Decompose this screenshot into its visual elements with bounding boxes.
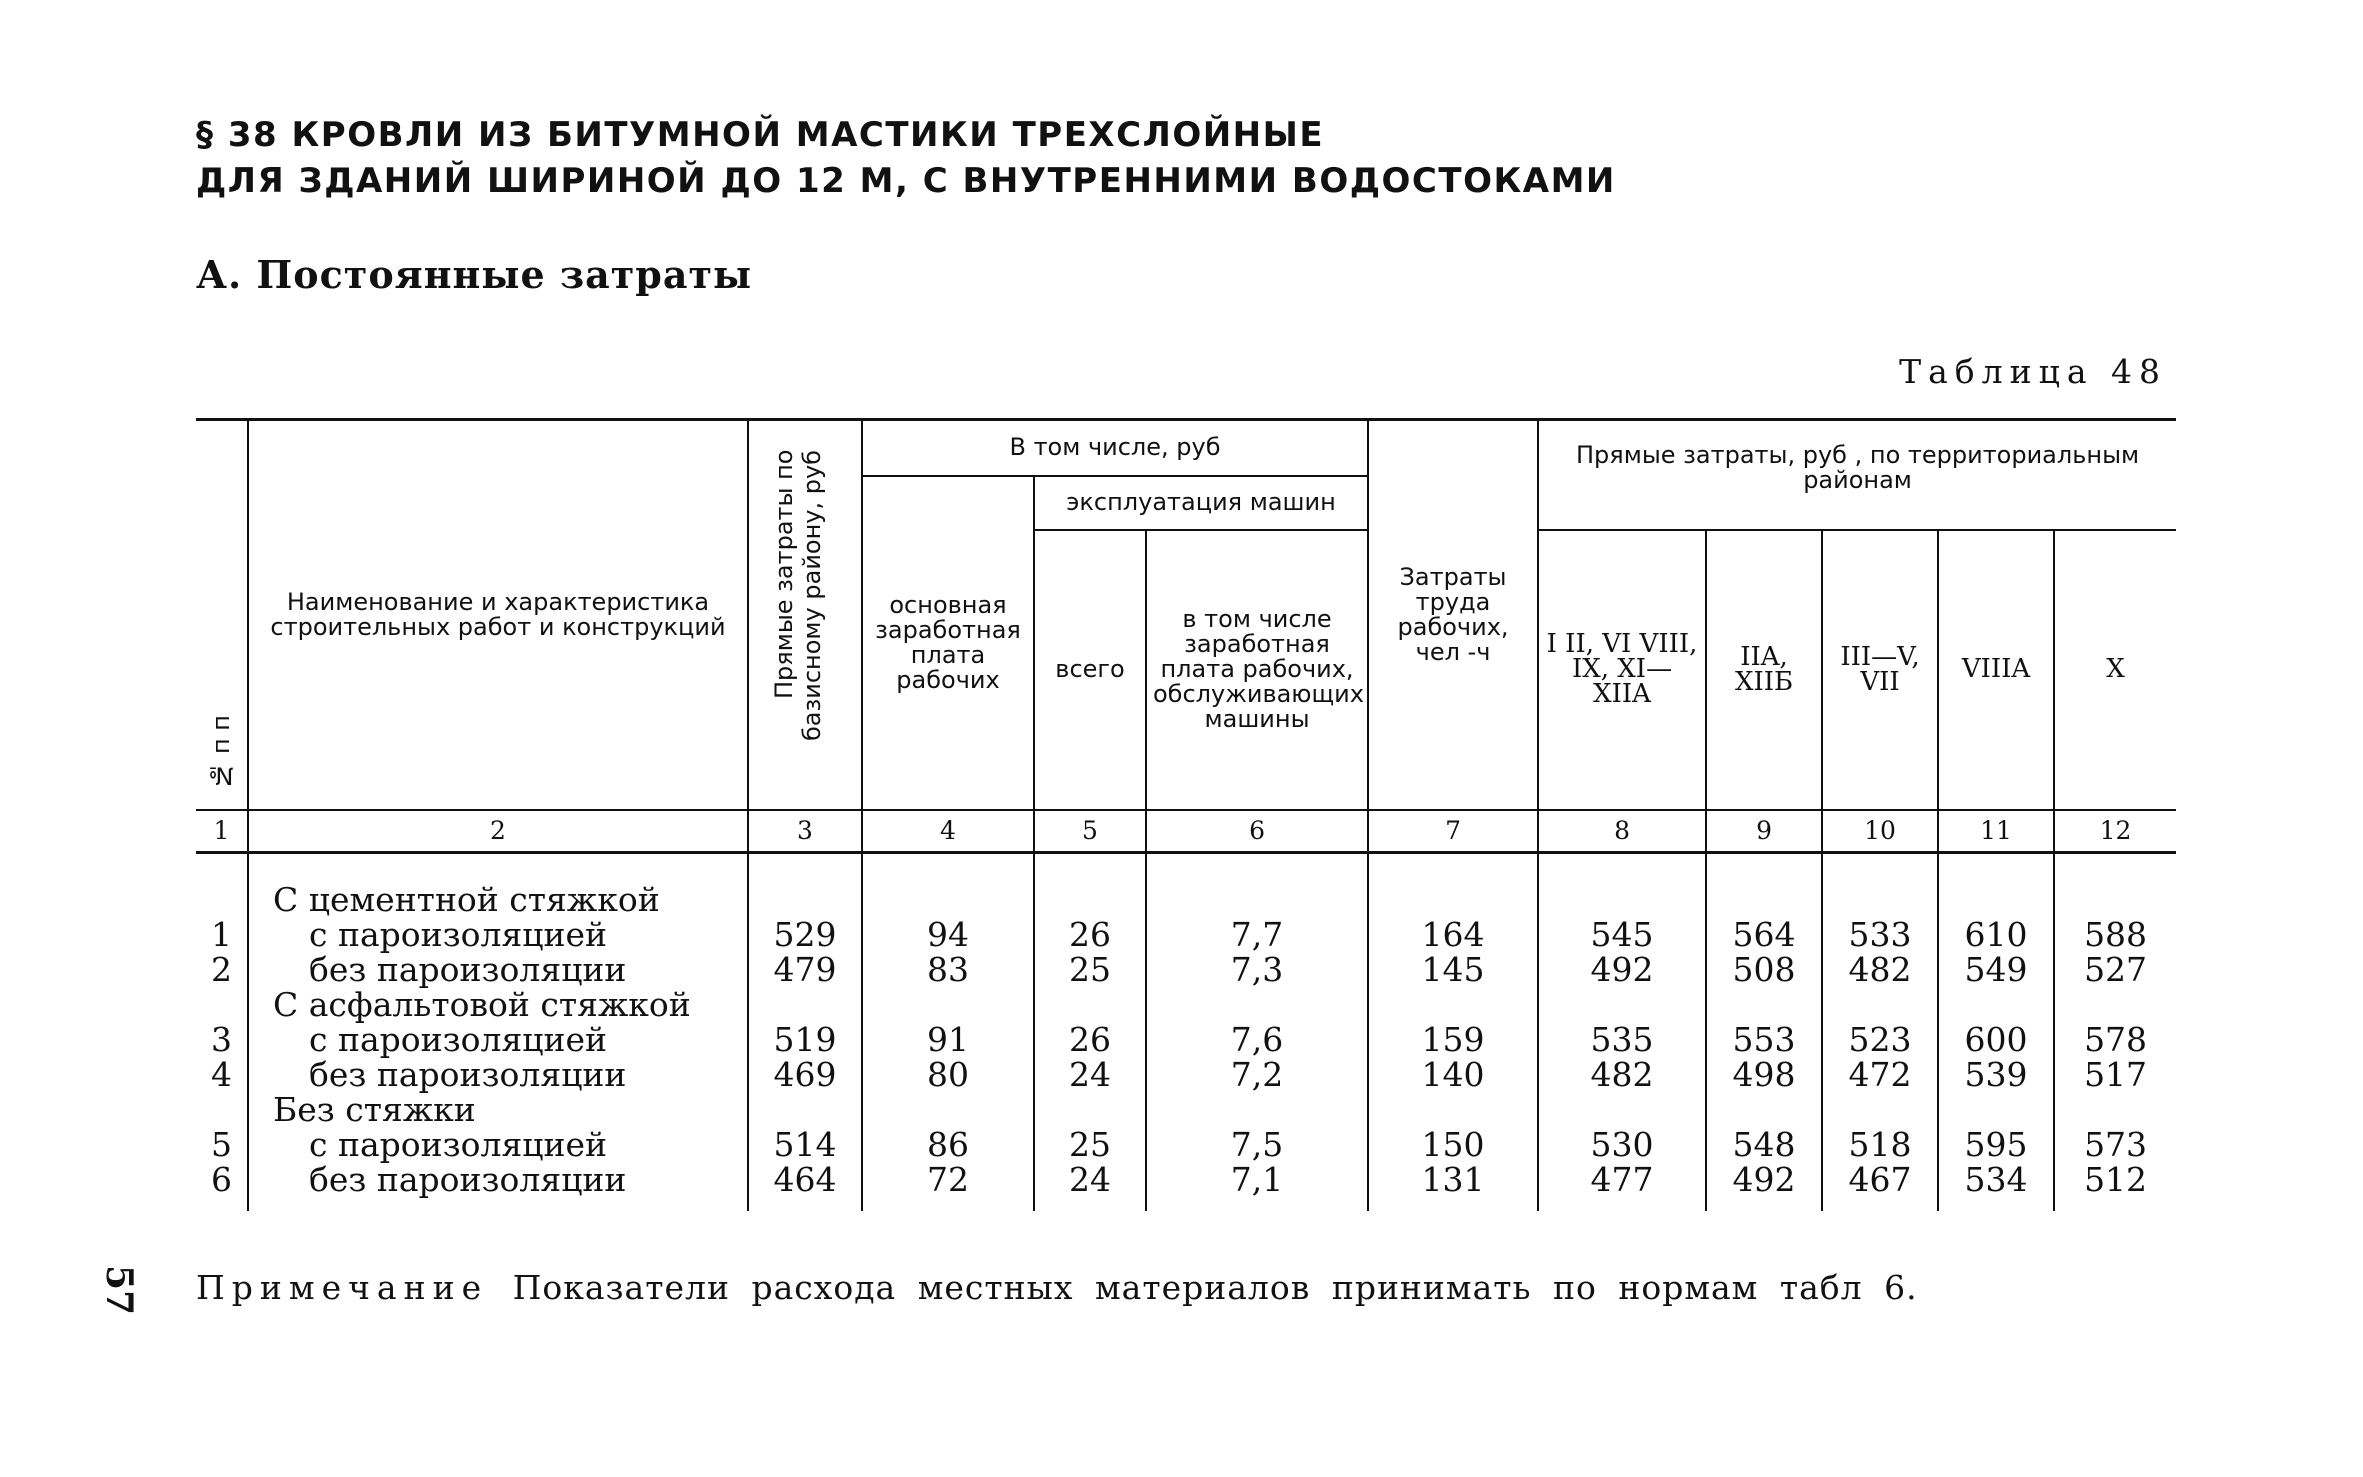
cell-region-11: 595 — [1938, 1127, 2054, 1162]
header-territorial: Прямые затраты, руб , по территориальным районам — [1538, 420, 2176, 530]
row-name: с пароизоляцией — [248, 1127, 748, 1162]
table-header — [196, 420, 2176, 853]
page-number: 57 — [98, 1265, 140, 1316]
header-region-9: IIA, XIIБ — [1706, 530, 1822, 810]
note-label: Примечание — [196, 1268, 489, 1307]
column-number: 5 — [1034, 810, 1146, 853]
cell-region-8: 492 — [1538, 952, 1706, 987]
table-row — [196, 1057, 2176, 1092]
cell-region-11: 539 — [1938, 1057, 2054, 1092]
cell-region-10: 518 — [1822, 1127, 1938, 1162]
header-basic-wage: основная заработная плата рабочих — [862, 476, 1034, 810]
row-name: без пароизоляции — [248, 1162, 748, 1211]
cell-basic-wage: 80 — [862, 1057, 1034, 1092]
cell-region-11: 549 — [1938, 952, 2054, 987]
header-machine-wage: в том числе заработная плата рабочих, обслуживающих машины — [1146, 530, 1368, 810]
cell-region-8: 530 — [1538, 1127, 1706, 1162]
cell-region-9: 498 — [1706, 1057, 1822, 1092]
header-machine-ops: эксплуатация машин — [1034, 476, 1368, 530]
section-heading-line-2: ДЛЯ ЗДАНИЙ ШИРИНОЙ ДО 12 М, С ВНУТРЕННИМИ ВОДОСТОКАМИ — [196, 161, 1616, 201]
table-row — [196, 1022, 2176, 1057]
header-name: Наименование и характеристика строительных работ и конструкций — [248, 420, 748, 810]
cell-region-9: 548 — [1706, 1127, 1822, 1162]
cell-basic-wage: 86 — [862, 1127, 1034, 1162]
cell-region-8: 482 — [1538, 1057, 1706, 1092]
cell-region-12: 512 — [2054, 1162, 2176, 1211]
cell-region-10: 467 — [1822, 1162, 1938, 1211]
table-label: Таблица 48 — [1899, 352, 2167, 391]
header-direct-base: Прямые затраты по базисному району, руб — [748, 420, 862, 810]
header-row-no: № п п — [196, 420, 248, 810]
column-number: 1 — [196, 810, 248, 853]
row-number: 2 — [211, 949, 232, 989]
cell-region-12: 578 — [2054, 1022, 2176, 1057]
note-text: Показатели расхода местных материалов принимать по нормам табл 6. — [512, 1268, 1918, 1307]
cell-machine-wage: 7,5 — [1146, 1127, 1368, 1162]
cell-region-10: 533 — [1822, 917, 1938, 952]
cell-machine-wage: 7,7 — [1146, 917, 1368, 952]
table-row — [196, 1127, 2176, 1162]
cell-region-12: 573 — [2054, 1127, 2176, 1162]
cell-labor: 140 — [1368, 1057, 1538, 1092]
table-row — [196, 952, 2176, 987]
row-number: 6 — [211, 1159, 232, 1199]
cell-direct-base: 469 — [748, 1057, 862, 1092]
cell-region-11: 600 — [1938, 1022, 2054, 1057]
cell-basic-wage: 83 — [862, 952, 1034, 987]
cell-machine-wage: 7,1 — [1146, 1162, 1368, 1211]
cell-machine-wage: 7,2 — [1146, 1057, 1368, 1092]
table-row — [196, 917, 2176, 952]
header-including: В том числе, руб — [862, 420, 1368, 476]
cell-direct-base: 479 — [748, 952, 862, 987]
table-note — [196, 1268, 1918, 1307]
cell-region-12: 517 — [2054, 1057, 2176, 1092]
cell-region-12: 527 — [2054, 952, 2176, 987]
cell-direct-base: 464 — [748, 1162, 862, 1211]
cell-basic-wage: 94 — [862, 917, 1034, 952]
cell-machine-total: 24 — [1034, 1162, 1146, 1211]
cell-labor: 159 — [1368, 1022, 1538, 1057]
cell-basic-wage: 91 — [862, 1022, 1034, 1057]
table-body — [196, 852, 2176, 1211]
cell-region-11: 610 — [1938, 917, 2054, 952]
header-region-10: III—V, VII — [1822, 530, 1938, 810]
cell-basic-wage: 72 — [862, 1162, 1034, 1211]
column-number: 2 — [248, 810, 748, 853]
group-title-row — [196, 987, 2176, 1022]
group-title: С асфальтовой стяжкой — [248, 987, 748, 1022]
cell-direct-base: 514 — [748, 1127, 862, 1162]
cell-machine-wage: 7,6 — [1146, 1022, 1368, 1057]
cell-labor: 150 — [1368, 1127, 1538, 1162]
group-title: С цементной стяжкой — [248, 882, 748, 917]
cell-labor: 164 — [1368, 917, 1538, 952]
row-name: с пароизоляцией — [248, 917, 748, 952]
cell-labor: 145 — [1368, 952, 1538, 987]
cell-region-10: 482 — [1822, 952, 1938, 987]
cost-table — [196, 418, 2176, 1211]
cell-region-9: 553 — [1706, 1022, 1822, 1057]
cell-machine-wage: 7,3 — [1146, 952, 1368, 987]
row-number: 3 — [211, 1019, 232, 1059]
cell-direct-base: 529 — [748, 917, 862, 952]
cell-machine-total: 25 — [1034, 952, 1146, 987]
cell-machine-total: 26 — [1034, 917, 1146, 952]
cell-machine-total: 24 — [1034, 1057, 1146, 1092]
column-number: 12 — [2054, 810, 2176, 853]
subsection-title: А. Постоянные затраты — [196, 252, 753, 297]
cell-region-9: 492 — [1706, 1162, 1822, 1211]
cell-region-10: 523 — [1822, 1022, 1938, 1057]
section-heading — [196, 112, 1616, 204]
cell-direct-base: 519 — [748, 1022, 862, 1057]
cell-region-8: 535 — [1538, 1022, 1706, 1057]
cell-region-8: 545 — [1538, 917, 1706, 952]
section-heading-line-1: § 38 КРОВЛИ ИЗ БИТУМНОЙ МАСТИКИ ТРЕХСЛОЙНЫЕ — [196, 115, 1325, 155]
column-number: 11 — [1938, 810, 2054, 853]
header-labor: Затраты труда рабочих, чел -ч — [1368, 420, 1538, 810]
cell-region-11: 534 — [1938, 1162, 2054, 1211]
column-number: 6 — [1146, 810, 1368, 853]
header-region-8: I II, VI VIII, IX, XI—XIIA — [1538, 530, 1706, 810]
column-number: 9 — [1706, 810, 1822, 853]
cell-labor: 131 — [1368, 1162, 1538, 1211]
column-number: 8 — [1538, 810, 1706, 853]
group-title-row — [196, 1092, 2176, 1127]
cell-machine-total: 25 — [1034, 1127, 1146, 1162]
group-title: Без стяжки — [248, 1092, 748, 1127]
column-number: 7 — [1368, 810, 1538, 853]
cell-region-9: 564 — [1706, 917, 1822, 952]
header-machine-total: всего — [1034, 530, 1146, 810]
column-numbers-row — [196, 810, 2176, 853]
row-number: 5 — [211, 1124, 232, 1164]
header-region-12: X — [2054, 530, 2176, 810]
cell-region-9: 508 — [1706, 952, 1822, 987]
row-number: 1 — [211, 914, 232, 954]
column-number: 4 — [862, 810, 1034, 853]
row-number: 4 — [211, 1054, 232, 1094]
column-number: 3 — [748, 810, 862, 853]
group-title-row — [196, 882, 2176, 917]
cell-region-10: 472 — [1822, 1057, 1938, 1092]
row-name: без пароизоляции — [248, 1057, 748, 1092]
table-row — [196, 1162, 2176, 1211]
row-name: без пароизоляции — [248, 952, 748, 987]
header-region-11: VIIIA — [1938, 530, 2054, 810]
cell-region-8: 477 — [1538, 1162, 1706, 1211]
row-name: с пароизоляцией — [248, 1022, 748, 1057]
cell-machine-total: 26 — [1034, 1022, 1146, 1057]
cell-region-12: 588 — [2054, 917, 2176, 952]
column-number: 10 — [1822, 810, 1938, 853]
